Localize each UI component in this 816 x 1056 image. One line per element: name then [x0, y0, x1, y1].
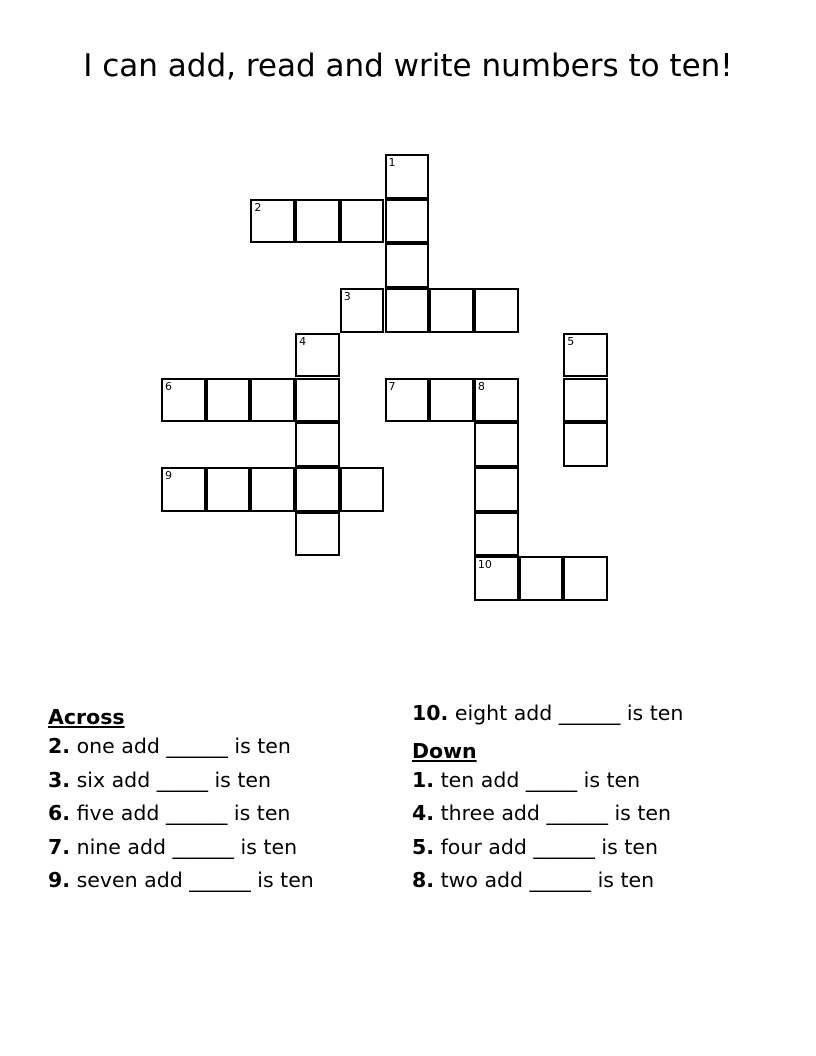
clue-text: five add ______ is ten: [76, 801, 291, 825]
crossword-cell[interactable]: [474, 467, 519, 512]
clue-down-1: 1. ten add _____ is ten: [412, 767, 641, 792]
crossword-cell[interactable]: [206, 378, 251, 423]
crossword-cell[interactable]: [474, 512, 519, 557]
clue-text: nine add ______ is ten: [76, 834, 298, 859]
crossword-cell[interactable]: [385, 154, 430, 199]
crossword-cell[interactable]: [385, 199, 430, 244]
cell-clue-number: 2: [254, 200, 262, 214]
crossword-cell[interactable]: [206, 467, 251, 512]
down-heading: Down: [412, 738, 477, 763]
clues-column-left: [48, 701, 378, 902]
clue-number: 3: [48, 767, 63, 792]
crossword-cell[interactable]: [429, 288, 474, 333]
clue-across-2: 2. one add ______ is ten: [48, 734, 291, 758]
crossword-cell[interactable]: [519, 556, 564, 601]
crossword-cell[interactable]: [295, 467, 340, 512]
clue-number: 8: [412, 868, 427, 892]
crossword-cell[interactable]: [340, 467, 385, 512]
cell-clue-number: 1: [388, 156, 396, 169]
clue-number: 4: [412, 801, 427, 825]
clue-text: three add ______ is ten: [440, 801, 671, 825]
clue-across-3: 3. six add _____ is ten: [48, 767, 272, 792]
crossword-cell[interactable]: [250, 378, 295, 423]
crossword-cell[interactable]: [295, 512, 340, 557]
cell-clue-number: 7: [388, 379, 396, 393]
clue-across-7: 7. nine add ______ is ten: [48, 834, 298, 859]
clue-text: ten add _____ is ten: [440, 767, 641, 792]
cell-clue-number: 3: [343, 290, 351, 304]
clue-number: 9: [48, 868, 63, 892]
crossword-cell[interactable]: [474, 378, 519, 423]
cell-clue-number: 5: [567, 334, 575, 348]
worksheet-title: I can add, read and write numbers to ten!: [83, 48, 733, 84]
crossword-cell[interactable]: [295, 333, 340, 378]
crossword-cell[interactable]: [295, 199, 340, 244]
clue-number: 10: [412, 701, 441, 725]
crossword-cell[interactable]: [563, 378, 608, 423]
clue-text: six add _____ is ten: [76, 767, 272, 792]
crossword-cell[interactable]: [563, 422, 608, 467]
clue-across-6: 6. five add ______ is ten: [48, 801, 291, 825]
clue-text: seven add ______ is ten: [76, 868, 314, 892]
crossword-cell[interactable]: [161, 378, 206, 423]
clue-across-9: 9. seven add ______ is ten: [48, 868, 314, 892]
clue-number: 2: [48, 734, 63, 758]
cell-clue-number: 9: [165, 468, 172, 482]
clue-text: one add ______ is ten: [76, 734, 291, 758]
clue-number: 7: [48, 834, 63, 859]
cell-clue-number: 6: [165, 379, 172, 393]
crossword-cell[interactable]: [474, 422, 519, 467]
crossword-cell[interactable]: [250, 467, 295, 512]
crossword-cell[interactable]: [563, 333, 608, 378]
clue-number: 6: [48, 801, 63, 825]
crossword-cell[interactable]: [340, 199, 385, 244]
cell-clue-number: 10: [477, 558, 492, 572]
across-heading: Across: [48, 705, 125, 729]
crossword-cell[interactable]: [385, 243, 430, 288]
cell-clue-number: 4: [299, 334, 307, 348]
clue-across-10: 10. eight add ______ is ten: [412, 701, 684, 725]
clues-column-right: [412, 701, 742, 902]
crossword-cell[interactable]: [385, 288, 430, 333]
clue-text: four add ______ is ten: [440, 834, 658, 859]
clue-text: two add ______ is ten: [440, 868, 655, 892]
crossword-cell[interactable]: [474, 288, 519, 333]
cell-clue-number: 8: [477, 379, 485, 393]
crossword-cell[interactable]: [250, 199, 295, 244]
crossword-cell[interactable]: [161, 467, 206, 512]
clue-down-5: 5. four add ______ is ten: [412, 834, 658, 859]
clue-down-8: 8. two add ______ is ten: [412, 868, 655, 892]
crossword-cell[interactable]: [295, 378, 340, 423]
crossword-cell[interactable]: [474, 556, 519, 601]
crossword-cell[interactable]: [340, 288, 385, 333]
crossword-cell[interactable]: [563, 556, 608, 601]
crossword-cell[interactable]: [385, 378, 430, 423]
clue-number: 1: [412, 767, 427, 792]
crossword-cell[interactable]: [429, 378, 474, 423]
crossword-cell[interactable]: [295, 422, 340, 467]
clue-number: 5: [412, 834, 427, 859]
clue-down-4: 4. three add ______ is ten: [412, 801, 671, 825]
clue-text: eight add ______ is ten: [454, 701, 684, 725]
